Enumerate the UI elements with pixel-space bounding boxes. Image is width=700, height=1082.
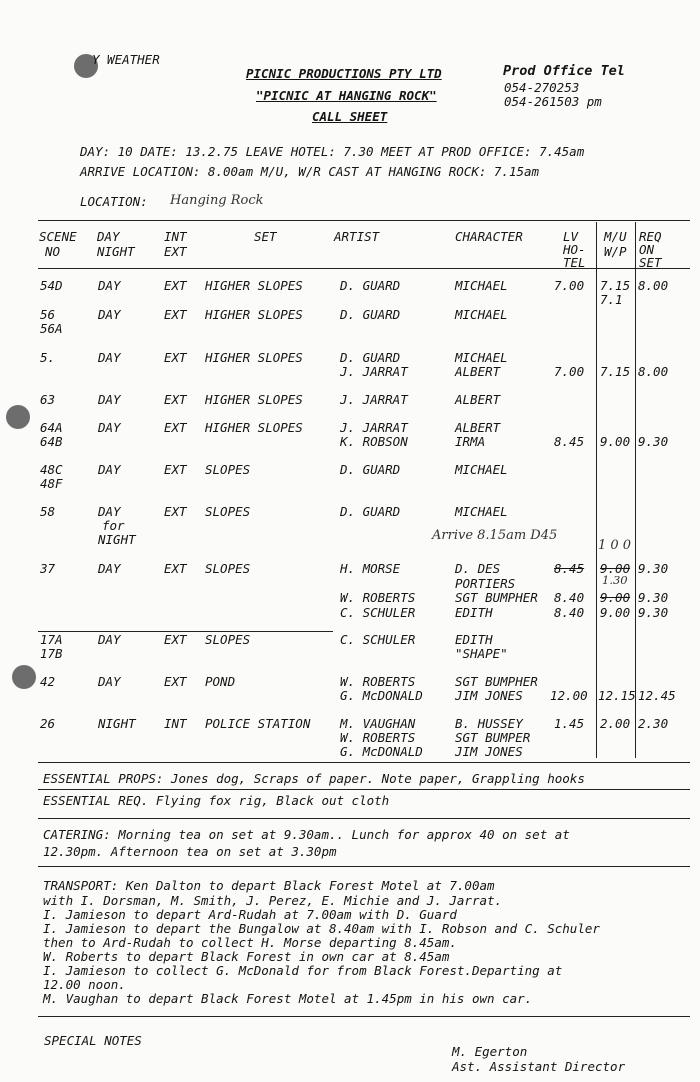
character-name: SGT BUMPHER — [455, 590, 538, 605]
day-night: DAY — [98, 462, 121, 477]
transport-line: M. Vaughan to depart Black Forest Motel at 1.45pm in his own car. — [43, 991, 533, 1006]
day-night: DAY — [98, 392, 121, 407]
required-on-set-time: 2.30 — [638, 716, 669, 731]
set-name: POND — [205, 674, 236, 689]
day-night: DAY — [98, 420, 121, 435]
transport-line: I. Jamieson to depart Ard-Rudah at 7.00am with D. Guard — [43, 907, 457, 922]
col-lv-l2: HO- — [563, 242, 586, 257]
req-rule — [38, 818, 690, 819]
character-name: D. DES — [455, 561, 501, 576]
leave-hotel-time: 8.45 — [554, 434, 585, 449]
punch-hole-middle — [6, 405, 30, 429]
day-night: DAY — [98, 561, 121, 576]
makeup-time: 2.00 — [600, 716, 631, 731]
required-on-set-time: 9.30 — [638, 590, 669, 605]
int-ext: EXT — [164, 462, 187, 477]
punch-hole-bottom — [12, 665, 36, 689]
set-name: HIGHER SLOPES — [205, 307, 303, 322]
office-tel-2: 054-261503 pm — [504, 94, 602, 109]
int-ext: EXT — [164, 392, 187, 407]
scene-number: 58 — [40, 504, 56, 519]
day-night: NIGHT — [98, 532, 136, 547]
set-name: HIGHER SLOPES — [205, 420, 303, 435]
makeup-time: 12.15 — [598, 688, 636, 703]
transport-line: TRANSPORT: Ken Dalton to depart Black Forest Motel at 7.00am — [43, 878, 495, 893]
col-req-l2: ON — [639, 242, 655, 257]
col-scene-l2: NO — [45, 244, 61, 259]
artist-name: J. JARRAT — [340, 420, 408, 435]
scene-number: 64B — [40, 434, 63, 449]
col-mu-l2: W/P — [604, 244, 627, 259]
set-name: POLICE STATION — [205, 716, 311, 731]
character-name: PORTIERS — [455, 575, 516, 591]
special-notes-label: SPECIAL NOTES — [44, 1033, 142, 1048]
transport-rule — [38, 1016, 690, 1017]
scene-number: 42 — [40, 674, 56, 689]
handwritten-mu-100: 1 0 0 — [598, 538, 632, 553]
character-name: SGT BUMPER — [455, 730, 531, 745]
day-night: for — [102, 518, 125, 533]
transport-line: W. Roberts to depart Black Forest in own car at 8.45am — [43, 949, 450, 964]
leave-hotel-time: 7.00 — [554, 278, 585, 293]
col-intext-l2: EXT — [164, 244, 187, 259]
required-on-set-time: 9.30 — [638, 434, 669, 449]
catering-line-2: 12.30pm. Afternoon tea on set at 3.30pm — [43, 844, 337, 859]
office-tel-1: 054-270253 — [504, 80, 580, 95]
character-name: SGT BUMPHER — [455, 674, 538, 689]
leave-hotel-time: 8.45 — [554, 561, 585, 576]
artist-name: D. GUARD — [340, 462, 401, 477]
artist-name: C. SCHULER — [340, 604, 416, 620]
leave-hotel-time: 7.00 — [554, 364, 585, 379]
makeup-time: 7.15 — [600, 278, 631, 293]
character-name: MICHAEL — [455, 504, 508, 519]
col-set: SET — [254, 229, 277, 244]
scene-number: 54D — [40, 278, 63, 293]
character-name: JIM JONES — [455, 744, 523, 759]
artist-name: D. GUARD — [340, 307, 401, 322]
office-tel-label: Prod Office Tel — [503, 63, 625, 79]
col-intext-l1: INT — [164, 229, 187, 244]
scene-number: 48F — [40, 476, 63, 491]
artist-name: H. MORSE — [340, 561, 401, 576]
character-name: ALBERT — [455, 364, 501, 379]
scene-number: 63 — [40, 392, 56, 407]
day-night: DAY — [98, 632, 121, 647]
character-name: MICHAEL — [455, 462, 508, 477]
artist-name: K. ROBSON — [340, 434, 408, 449]
artist-name: G. McDONALD — [340, 688, 423, 703]
leave-hotel-time: 1.45 — [554, 716, 585, 731]
transport-line: I. Jamieson to collect G. McDonald for from Black Forest.Departing at — [43, 963, 563, 978]
character-name: EDITH — [455, 632, 493, 647]
scene-number: 56 — [40, 307, 56, 322]
character-name: ALBERT — [455, 420, 501, 435]
table-bottom-rule — [38, 762, 690, 763]
makeup-time: 9.00 — [600, 590, 631, 605]
transport-line: 12.00 noon. — [43, 977, 126, 992]
set-name: SLOPES — [205, 504, 251, 519]
col-artist: ARTIST — [334, 229, 380, 244]
essential-props: ESSENTIAL PROPS: Jones dog, Scraps of paper. Note paper, Grappling hooks — [43, 771, 585, 786]
day-night: DAY — [98, 350, 121, 365]
leave-hotel-time: 8.40 — [554, 604, 585, 620]
artist-name: W. ROBERTS — [340, 674, 416, 689]
makeup-time: 9.00 — [600, 434, 631, 449]
col-req-l1: REQ — [639, 229, 662, 244]
artist-name: D. GUARD — [340, 278, 401, 293]
scene-number: 56A — [40, 321, 63, 336]
scene-number: 26 — [40, 716, 56, 731]
character-name: JIM JONES — [455, 688, 523, 703]
set-name: HIGHER SLOPES — [205, 392, 303, 407]
set-name: SLOPES — [205, 561, 251, 576]
artist-name: M. VAUGHAN — [340, 716, 416, 731]
int-ext: INT — [164, 716, 187, 731]
set-name: HIGHER SLOPES — [205, 278, 303, 293]
makeup-time: 9.00 — [600, 561, 631, 576]
leave-hotel-time: 12.00 — [550, 688, 588, 703]
essential-req: ESSENTIAL REQ. Flying fox rig, Black out cloth — [43, 793, 390, 808]
scene-number: 48C — [40, 462, 63, 477]
col-lv-l3: TEL — [563, 255, 586, 270]
character-name: "SHAPE" — [455, 646, 508, 661]
character-name: ALBERT — [455, 392, 501, 407]
set-name: HIGHER SLOPES — [205, 350, 303, 365]
handwritten-arrive-note: Arrive 8.15am D45 — [432, 528, 558, 543]
makeup-time: 7.1 — [600, 292, 623, 307]
artist-name: G. McDONALD — [340, 744, 423, 759]
artist-name: D. GUARD — [340, 504, 401, 519]
int-ext: EXT — [164, 504, 187, 519]
makeup-time: 9.00 — [600, 604, 631, 620]
artist-name: C. SCHULER — [340, 632, 416, 647]
int-ext: EXT — [164, 561, 187, 576]
col-scene-l1: SCENE — [39, 229, 77, 244]
col-daynight-l1: DAY — [97, 229, 120, 244]
film-title: "PICNIC AT HANGING ROCK" — [256, 88, 437, 103]
props-rule — [38, 789, 690, 790]
required-on-set-time: 8.00 — [638, 278, 669, 293]
catering-rule — [38, 866, 690, 867]
weather-label: Y WEATHER — [92, 52, 160, 67]
int-ext: EXT — [164, 674, 187, 689]
day-date-line: DAY: 10 DATE: 13.2.75 LEAVE HOTEL: 7.30 MEET AT PROD OFFICE: 7.45am — [80, 144, 585, 159]
leave-hotel-time: 8.40 — [554, 590, 585, 605]
table-top-rule — [38, 220, 690, 221]
character-name: MICHAEL — [455, 278, 508, 293]
transport-line: with I. Dorsman, M. Smith, J. Perez, E. Michie and J. Jarrat. — [43, 893, 503, 908]
int-ext: EXT — [164, 420, 187, 435]
col-lv-l1: LV — [563, 229, 579, 244]
int-ext: EXT — [164, 632, 187, 647]
mu-column-rule — [596, 222, 597, 758]
character-name: MICHAEL — [455, 350, 508, 365]
call-sheet-title: CALL SHEET — [312, 109, 388, 124]
makeup-time: 7.15 — [600, 364, 631, 379]
int-ext: EXT — [164, 307, 187, 322]
set-name: SLOPES — [205, 632, 251, 647]
character-name: IRMA — [455, 434, 486, 449]
col-character: CHARACTER — [455, 229, 523, 244]
scene-number: 17B — [40, 646, 63, 661]
artist-name: W. ROBERTS — [340, 730, 416, 745]
artist-name: D. GUARD — [340, 350, 401, 365]
catering-line-1: CATERING: Morning tea on set at 9.30am.. Lunch for approx 40 on set at — [43, 827, 570, 842]
required-on-set-time: 9.30 — [638, 561, 669, 576]
day-night: DAY — [98, 504, 121, 519]
day-night: DAY — [98, 307, 121, 322]
scene-number: 37 — [40, 561, 56, 576]
artist-name: J. JARRAT — [340, 364, 408, 379]
signature-name: M. Egerton — [452, 1044, 528, 1059]
day-night: DAY — [98, 278, 121, 293]
location-label: LOCATION: — [80, 194, 148, 209]
required-on-set-time: 12.45 — [638, 688, 676, 703]
req-column-rule — [635, 222, 636, 758]
set-name: SLOPES — [205, 462, 251, 477]
artist-name: J. JARRAT — [340, 392, 408, 407]
handwritten-mu-130: 1.30 — [602, 573, 628, 587]
day-night: DAY — [98, 674, 121, 689]
scene-number: 17A — [40, 632, 63, 647]
artist-name: W. ROBERTS — [340, 590, 416, 605]
int-ext: EXT — [164, 278, 187, 293]
scene-number: 5. — [40, 350, 56, 365]
signature-title: Ast. Assistant Director — [452, 1059, 626, 1074]
transport-line: then to Ard-Rudah to collect H. Morse departing 8.45am. — [43, 935, 457, 950]
col-daynight-l2: NIGHT — [97, 244, 135, 259]
character-name: EDITH — [455, 604, 493, 620]
arrive-line: ARRIVE LOCATION: 8.00am M/U, W/R CAST AT HANGING ROCK: 7.15am — [80, 164, 540, 179]
day-night: NIGHT — [98, 716, 136, 731]
location-value: Hanging Rock — [170, 193, 264, 208]
col-req-l3: SET — [639, 255, 662, 270]
required-on-set-time: 8.00 — [638, 364, 669, 379]
company-name: PICNIC PRODUCTIONS PTY LTD — [246, 66, 442, 81]
required-on-set-time: 9.30 — [638, 604, 669, 620]
scene-number: 64A — [40, 420, 63, 435]
character-name: B. HUSSEY — [455, 716, 523, 731]
col-mu-l1: M/U — [604, 229, 627, 244]
table-header-rule — [38, 268, 690, 269]
int-ext: EXT — [164, 350, 187, 365]
character-name: MICHAEL — [455, 307, 508, 322]
transport-line: I. Jamieson to depart the Bungalow at 8.40am with I. Robson and C. Schuler — [43, 921, 600, 936]
